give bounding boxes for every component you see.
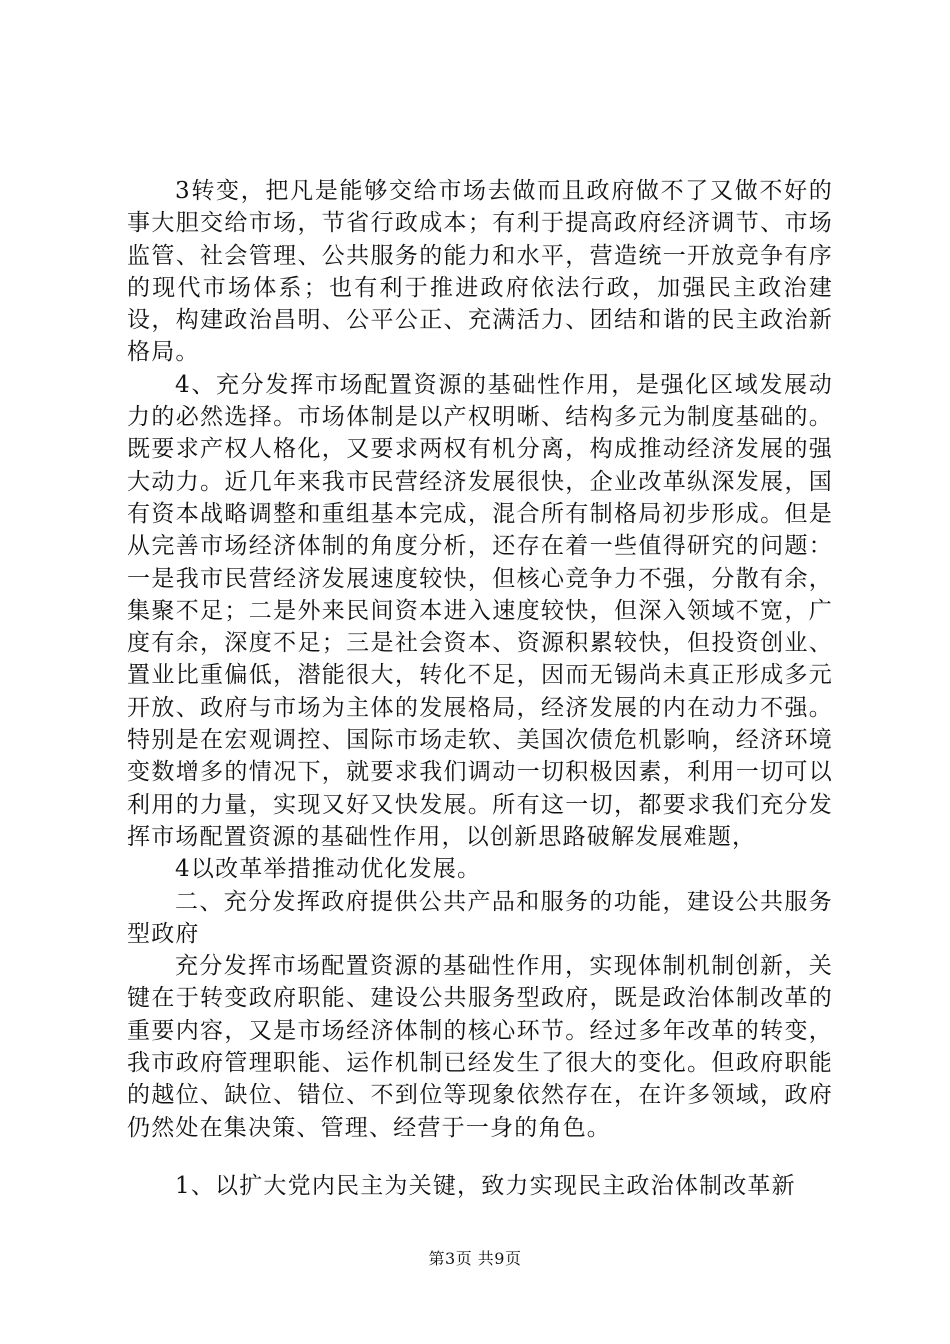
paragraph-5: 充分发挥市场配置资源的基础性作用，实现体制机制创新，关键在于转变政府职能、建设公共服务型政府，既是政治体制改革的重要内容，又是市场经济体制的核心环节。经过多年改革的转变，我市政府管理职能、运作机制已经发生了很大的变化。但政府职能的越位、缺位、错位、不到位等现象依然存在，在许多领域，政府仍然处在集决策、管理、经营于一身的角色。	[127, 953, 833, 1141]
paragraph-6: 1、以扩大党内民主为关键，致力实现民主政治体制改革新	[175, 1172, 796, 1199]
paragraph-2: 4、充分发挥市场配置资源的基础性作用，是强化区域发展动力的必然选择。市场体制是以产权明晰、结构多元为制度基础的。既要求产权人格化，又要求两权有机分离，构成推动经济发展的强大动力。近几年来我市民营经济发展很快，企业改革纵深发展，国有资本战略调整和重组基本完成，混合所有制格局初步形成。但是从完善市场经济体制的角度分析，还存在着一些值得研究的问题：一是我市民营经济发展速度较快，但核心竞争力不强，分散有余，集聚不足；二是外来民间资本进入速度较快，但深入领域不宽，广度有余，深度不足；三是社会资本、资源积累较快，但投资创业、置业比重偏低，潜能很大，转化不足，因而无锡尚未真正形成多元开放、政府与市场为主体的发展格局，经济发展的内在动力不强。特别是在宏观调控、国际市场走软、美国次债危机影响，经济环境变数增多的情况下，就要求我们调动一切积极因素，利用一切可以利用的力量，实现又好又快发展。所有这一切，都要求我们充分发挥市场配置资源的基础性作用，以创新思路破解发展难题，	[127, 371, 833, 850]
section-heading: 二、充分发挥政府提供公共产品和服务的功能，建设公共服务型政府	[127, 888, 833, 947]
document-body	[127, 175, 833, 1202]
page-number: 第3页 共9页	[428, 1249, 522, 1268]
paragraph-3: 4以改革举措推动优化发展。	[175, 856, 482, 883]
paragraph-1: 3转变，把凡是能够交给市场去做而且政府做不了又做不好的事大胆交给市场，节省行政成本；有利于提高政府经济调节、市场监管、社会管理、公共服务的能力和水平，营造统一开放竞争有序的现代市场体系；也有利于推进政府依法行政，加强民主政治建设，构建政治昌明、公平公正、充满活力、团结和谐的民主政治新格局。	[127, 178, 833, 366]
